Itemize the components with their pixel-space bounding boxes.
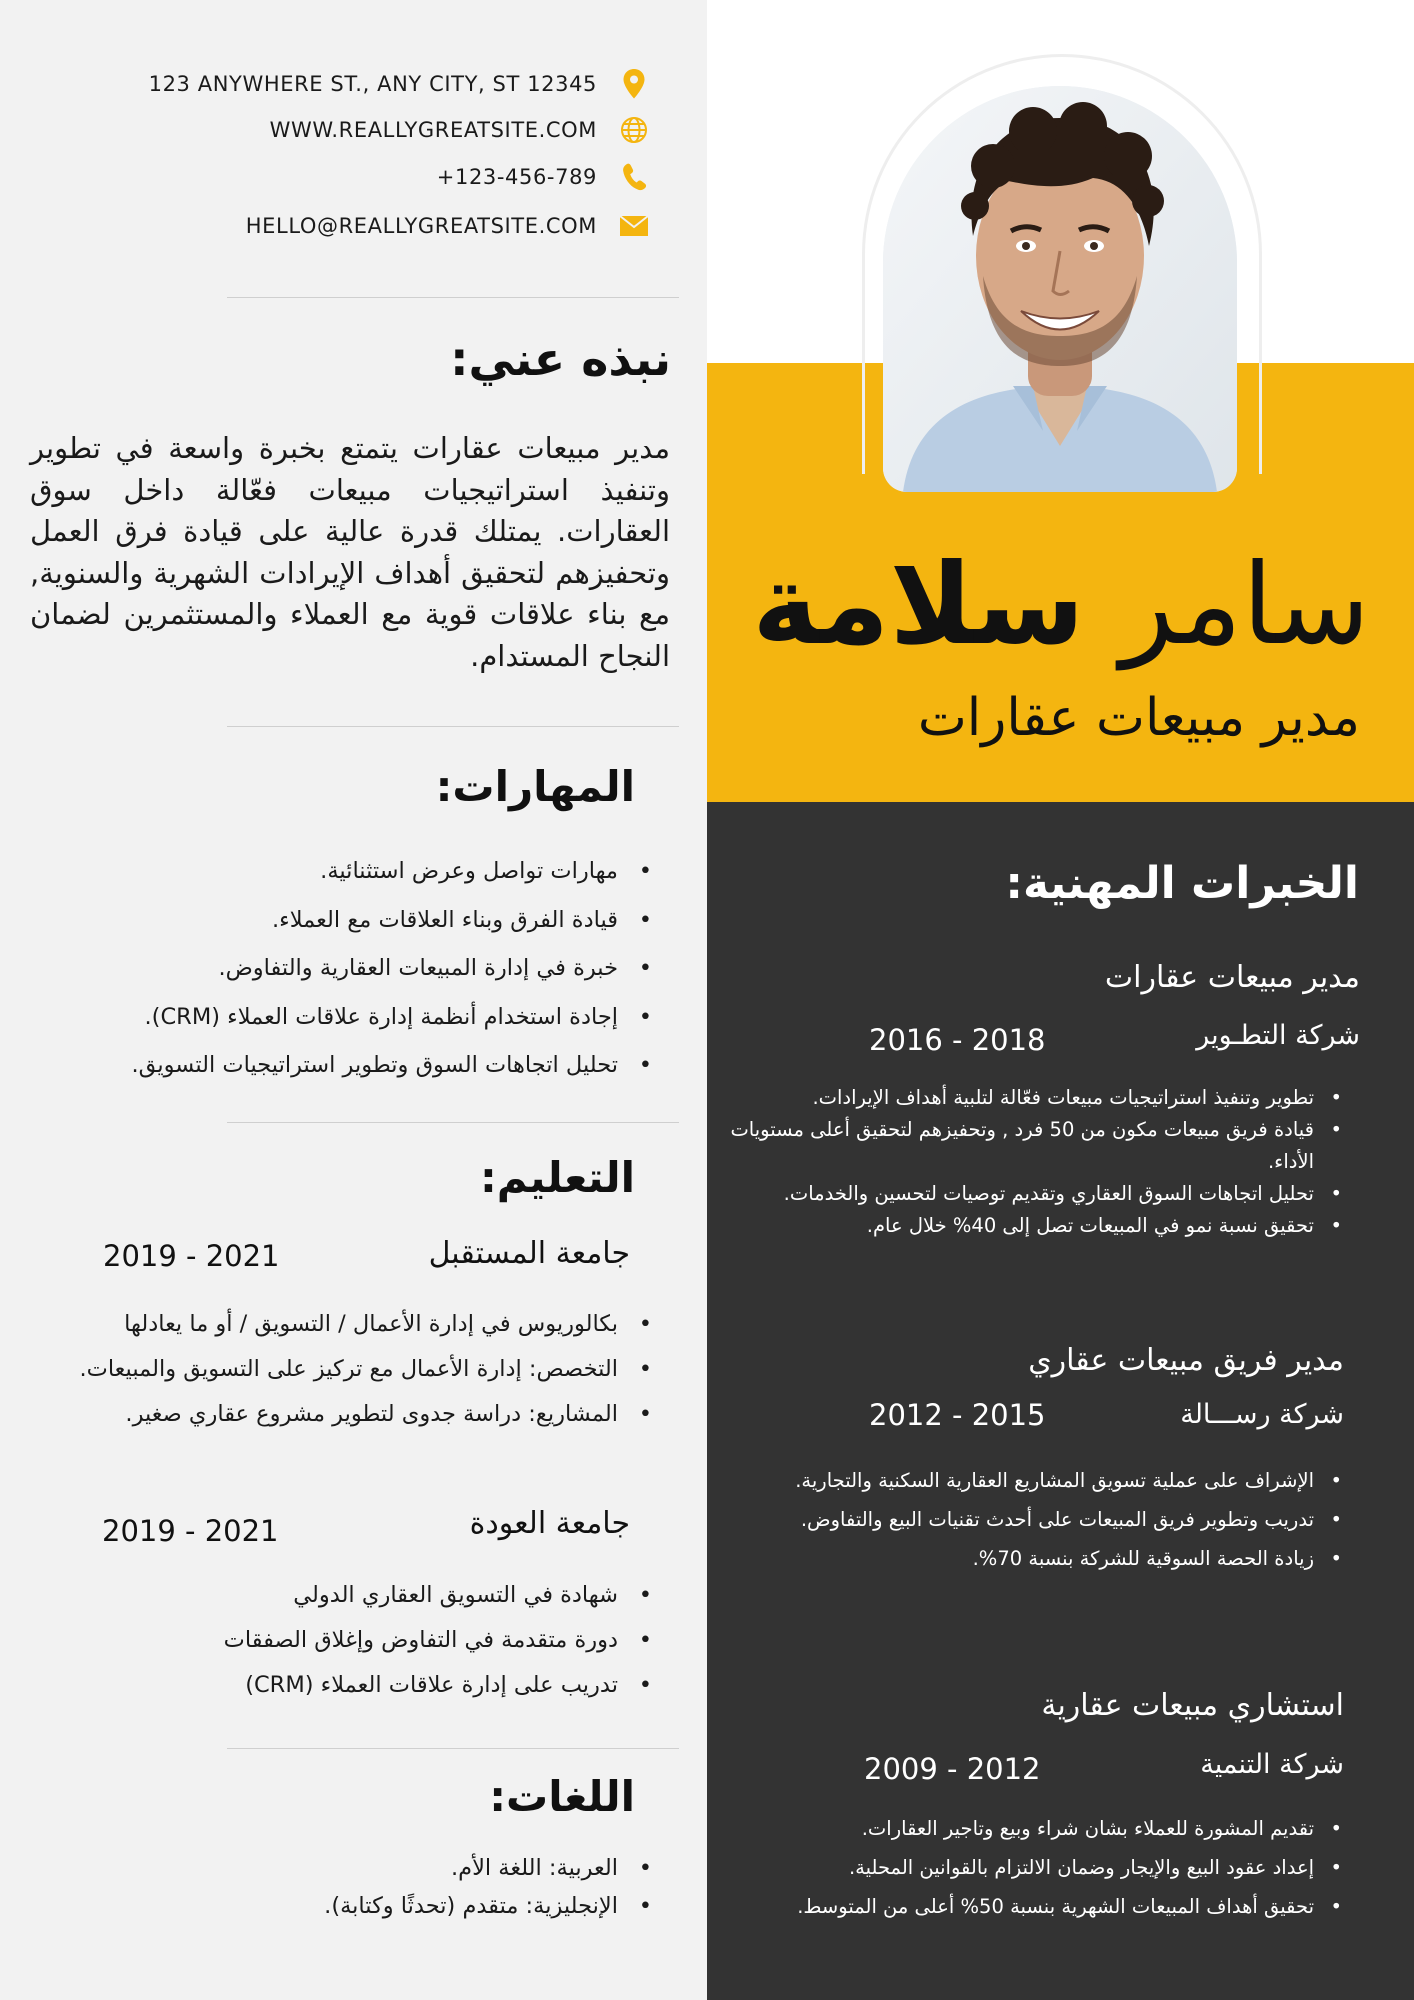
last-name: سلامة (752, 540, 1085, 670)
list-item: • شهادة في التسويق العقاري الدولي (224, 1576, 652, 1621)
list-item: • إعداد عقود البيع والإيجار وضمان الالتزام بالقوانين المحلية. (797, 1848, 1344, 1887)
email-text[interactable]: HELLO@REALLYGREATSITE.COM (245, 214, 597, 238)
profile-photo (883, 86, 1237, 492)
list-item: • دورة متقدمة في التفاوض وإغلاق الصفقات (224, 1621, 652, 1666)
divider (227, 726, 679, 727)
school-name: جامعة العودة (469, 1506, 630, 1541)
job-role: استشاري مبيعات عقارية (1041, 1688, 1344, 1723)
list-item: • تحقيق أهداف المبيعات الشهرية بنسبة 50% أعلى من المتوسط. (797, 1887, 1344, 1926)
list-item: • قيادة الفرق وبناء العلاقات مع العملاء. (132, 900, 653, 949)
about-title: نبذه عني: (450, 332, 671, 386)
languages-title: اللغات: (489, 1772, 635, 1821)
school-name: جامعة المستقبل (428, 1236, 630, 1271)
list-item: • المشاريع: دراسة جدوى لتطوير مشروع عقاري صغير. (79, 1395, 652, 1440)
phone-icon (619, 162, 649, 192)
divider (227, 1748, 679, 1749)
job-company: شركة التنمية (1200, 1749, 1344, 1780)
divider (227, 297, 679, 298)
list-item: • تدريب على إدارة علاقات العملاء (CRM) (224, 1666, 652, 1711)
list-item: • الإنجليزية: متقدم (تحدثًا وكتابة). (324, 1889, 652, 1927)
list-item: • مهارات تواصل وعرض استثنائية. (132, 851, 653, 900)
skills-list (132, 851, 653, 1094)
list-item: • بكالوريوس في إدارة الأعمال / التسويق / أو ما يعادلها (79, 1305, 652, 1350)
list-item: • تدريب وتطوير فريق المبيعات على أحدث تقنيات البيع والتفاوض. (795, 1500, 1344, 1539)
job-years: 2016 - 2018 (869, 1023, 1046, 1057)
website-text[interactable]: WWW.REALLYGREATSITE.COM (269, 118, 597, 142)
divider (227, 1122, 679, 1123)
education-details-list (79, 1305, 652, 1440)
list-item: • تقديم المشورة للعملاء بشان شراء وبيع وتاجير العقارات. (797, 1809, 1344, 1848)
list-item: • خبرة في إدارة المبيعات العقارية والتفاوض. (132, 948, 653, 997)
skills-title: المهارات: (435, 762, 635, 811)
job-title: مدير مبيعات عقارات (917, 688, 1360, 748)
list-item: • التخصص: إدارة الأعمال مع تركيز على التسويق والمبيعات. (79, 1350, 652, 1395)
candidate-name (752, 540, 1370, 670)
job-years: 2012 - 2015 (869, 1398, 1046, 1432)
list-item: • إجادة استخدام أنظمة إدارة علاقات العملاء (CRM). (132, 997, 653, 1046)
address-text: 123 ANYWHERE ST., ANY CITY, ST 12345 (148, 72, 597, 96)
location-pin-icon (619, 69, 649, 99)
job-duties-list (797, 1809, 1344, 1926)
job-role: مدير فريق مبيعات عقاري (1028, 1343, 1344, 1378)
school-years: 2019 - 2021 (102, 1514, 279, 1548)
job-company: شركة رســـالة (1180, 1399, 1344, 1430)
experience-title: الخبرات المهنية: (1005, 858, 1359, 909)
list-item: • الإشراف على عملية تسويق المشاريع العقارية السكنية والتجارية. (795, 1461, 1344, 1500)
education-details-list (224, 1576, 652, 1711)
education-title: التعليم: (479, 1153, 635, 1202)
school-years: 2019 - 2021 (103, 1239, 280, 1273)
mail-icon (619, 211, 649, 241)
job-duties-list (795, 1461, 1344, 1578)
list-item: • تحليل اتجاهات السوق العقاري وتقديم توصيات لتحسين والخدمات. (724, 1178, 1344, 1210)
right-column (707, 0, 1414, 2000)
contact-phone (437, 157, 649, 197)
job-duties-list (724, 1082, 1344, 1242)
job-company: شركة التطـوير (1196, 1020, 1360, 1051)
job-years: 2009 - 2012 (864, 1752, 1041, 1786)
contact-email (246, 206, 649, 246)
list-item: • تحليل اتجاهات السوق وتطوير استراتيجيات التسويق. (132, 1045, 653, 1094)
first-name: سامر (1120, 540, 1370, 670)
about-text: مدير مبيعات عقارات يتمتع بخبرة واسعة في تطوير وتنفيذ استراتيجيات مبيعات فعّالة داخل سوق العقارات. يمتلك قدرة عالية على قيادة فرق العمل وتحفيزهم لتحقيق أهداف الإيرادات الشهرية والسنوية, مع بناء علاقات قوية مع العملاء والمستثمرين لضمان النجاح المستدام. (30, 431, 670, 673)
languages-list (324, 1851, 652, 1927)
contact-website (270, 110, 649, 150)
list-item: • تحقيق نسبة نمو في المبيعات تصل إلى 40% خلال عام. (724, 1210, 1344, 1242)
phone-text[interactable]: +123-456-789 (436, 165, 597, 189)
contact-address (149, 64, 649, 104)
list-item: • العربية: اللغة الأم. (324, 1851, 652, 1889)
list-item: • قيادة فريق مبيعات مكون من 50 فرد , وتحفيزهم لتحقيق أعلى مستويات الأداء. (724, 1114, 1344, 1178)
list-item: • زيادة الحصة السوقية للشركة بنسبة 70%. (795, 1539, 1344, 1578)
job-role: مدير مبيعات عقارات (1104, 960, 1360, 995)
list-item: • تطوير وتنفيذ استراتيجيات مبيعات فعّالة لتلبية أهداف الإيرادات. (724, 1082, 1344, 1114)
globe-icon (619, 115, 649, 145)
